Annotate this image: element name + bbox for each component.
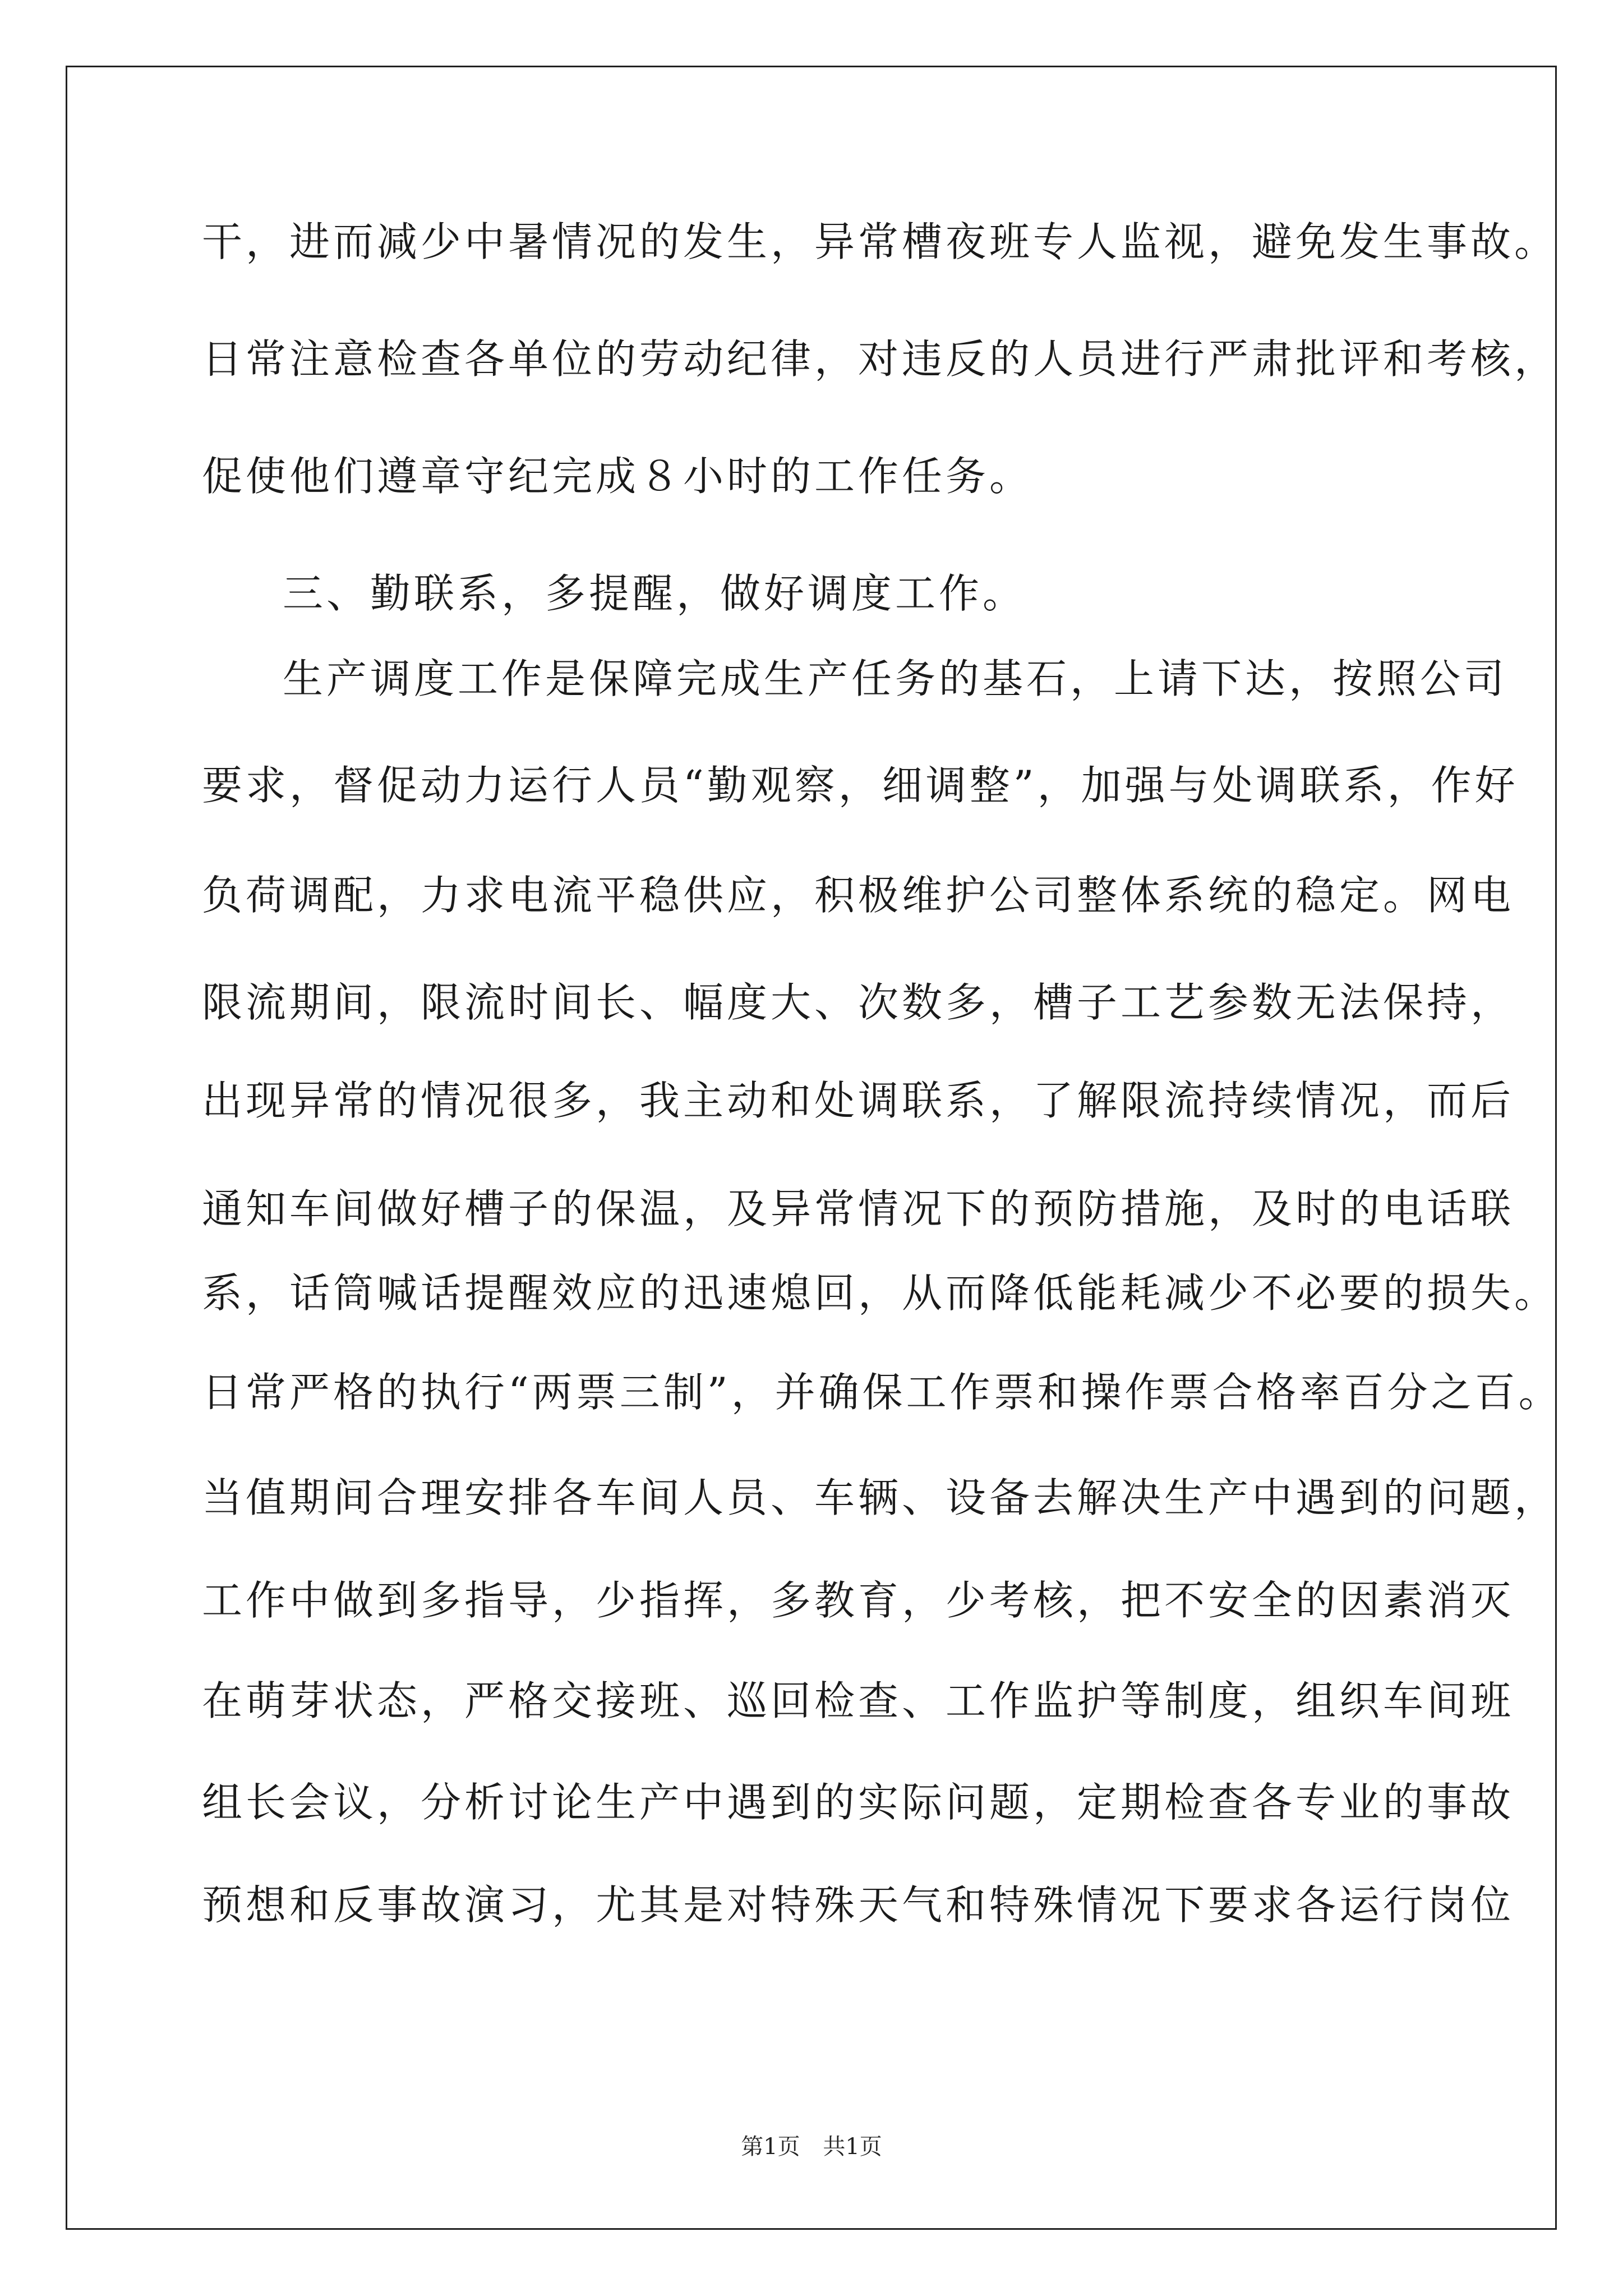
text-line: 出现异常的情况很多，我主动和处调联系，了解限流持续情况，而后	[202, 1077, 1515, 1124]
page-total: 共1页	[823, 2134, 882, 2160]
text-line: 系，话筒喊话提醒效应的迅速熄回，从而降低能耗减少不必要的损失。	[202, 1269, 1559, 1317]
text-line: 生产调度工作是保障完成生产任务的基石，上请下达，按照公司	[283, 655, 1508, 702]
section-heading: 三、勤联系，多提醒，做好调度工作。	[283, 570, 1027, 617]
page-footer	[0, 2130, 1623, 2164]
text-line: 日常严格的执行“两票三制”，并确保工作票和操作票合格率百分之百。	[202, 1369, 1562, 1416]
text-line: 预想和反事故演习，尤其是对特殊天气和特殊情况下要求各运行岗位	[202, 1881, 1515, 1929]
text-line: 日常注意检查各单位的劳动纪律，对违反的人员进行严肃批评和考核，	[202, 335, 1559, 383]
text-line: 通知车间做好槽子的保温，及异常情况下的预防措施，及时的电话联	[202, 1185, 1515, 1232]
text-line: 限流期间，限流时间长、幅度大、次数多，槽子工艺参数无法保持，	[202, 979, 1515, 1026]
text-line: 当值期间合理安排各车间人员、车辆、设备去解决生产中遇到的问题，	[202, 1474, 1559, 1521]
text-line: 要求，督促动力运行人员“勤观察，细调整”，加强与处调联系，作好	[202, 762, 1519, 809]
page-number: 第1页	[741, 2134, 800, 2160]
text-line: 促使他们遵章守纪完成８小时的工作任务。	[202, 453, 1034, 500]
text-line: 组长会议，分析讨论生产中遇到的实际问题，定期检查各专业的事故	[202, 1779, 1515, 1826]
text-line: 干，进而减少中暑情况的发生，异常槽夜班专人监视，避免发生事故。	[202, 218, 1559, 265]
text-line: 负荷调配，力求电流平稳供应，积极维护公司整体系统的稳定。网电	[202, 872, 1515, 919]
text-line: 在萌芽状态，严格交接班、巡回检查、工作监护等制度，组织车间班	[202, 1677, 1515, 1724]
text-line: 工作中做到多指导，少指挥，多教育，少考核，把不安全的因素消灭	[202, 1577, 1515, 1624]
